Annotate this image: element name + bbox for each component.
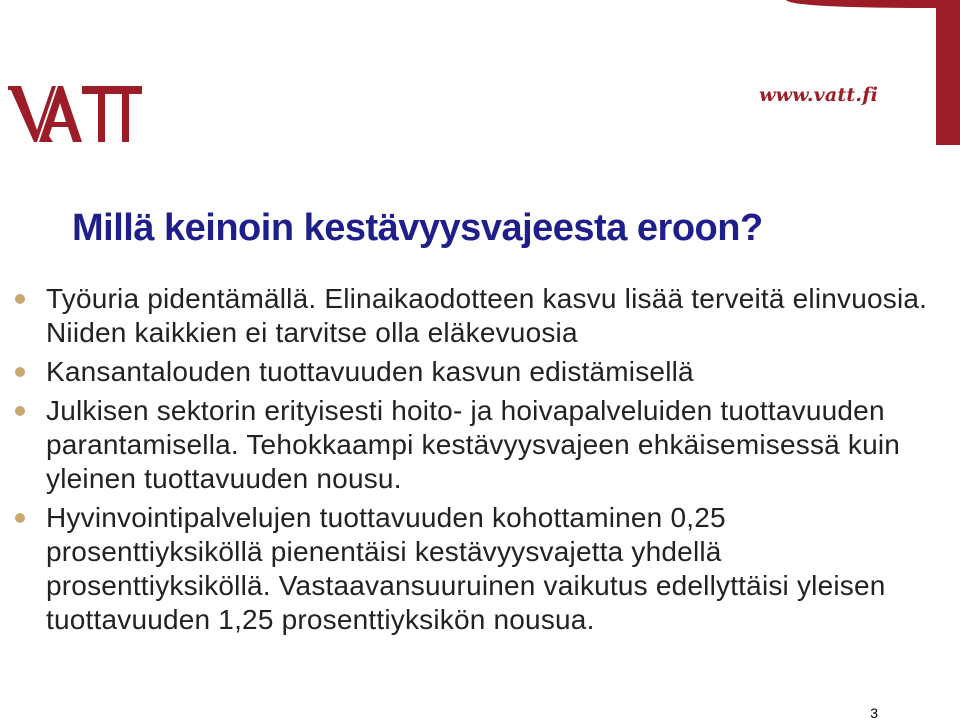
bullet-dot-icon	[15, 406, 25, 416]
bullet-item-public-sector	[0, 394, 930, 496]
corner-ribbon-decoration	[786, 0, 960, 145]
vatt-logo	[8, 84, 142, 144]
bullet-dot-icon	[15, 513, 25, 523]
bullet-dot-icon	[15, 294, 25, 304]
website-url: www.vatt.fi	[759, 84, 878, 106]
bullet-text: Kansantalouden tuottavuuden kasvun edistämisellä	[46, 356, 694, 387]
bullet-item-work-careers	[0, 282, 930, 350]
slide-title: Millä keinoin kestävyysvajeesta eroon?	[72, 207, 763, 249]
logo-letter-t-1	[82, 86, 120, 142]
corner-ribbon-shape	[786, 0, 960, 145]
bullet-text: Julkisen sektorin erityisesti hoito- ja hoivapalveluiden tuottavuuden parantamisella. Tehokkaampi kestävyysvajeen ehkäisemisessä kuin yleinen tuottavuuden nousu.	[46, 395, 901, 494]
bullet-dot-icon	[15, 367, 25, 377]
bullet-text: Hyvinvointipalvelujen tuottavuuden kohottaminen 0,25 prosenttiyksiköllä pienentäisi kestävyysvajetta yhdellä prosenttiyksiköllä. Vastaavansuuruinen vaikutus edellyttäisi yleisen tuottavuuden 1,25 prosenttiyksikön nousua.	[46, 502, 886, 635]
bullet-item-welfare-services	[0, 501, 930, 637]
logo-letter-t-2	[107, 86, 142, 142]
page-number: 3	[870, 705, 878, 721]
bullet-list	[0, 282, 930, 637]
bullet-text: Työuria pidentämällä. Elinaikaodotteen kasvu lisää terveitä elinvuosia. Niiden kaikkien ei tarvitse olla eläkevuosia	[46, 283, 928, 348]
bullet-item-productivity-growth	[0, 355, 930, 389]
